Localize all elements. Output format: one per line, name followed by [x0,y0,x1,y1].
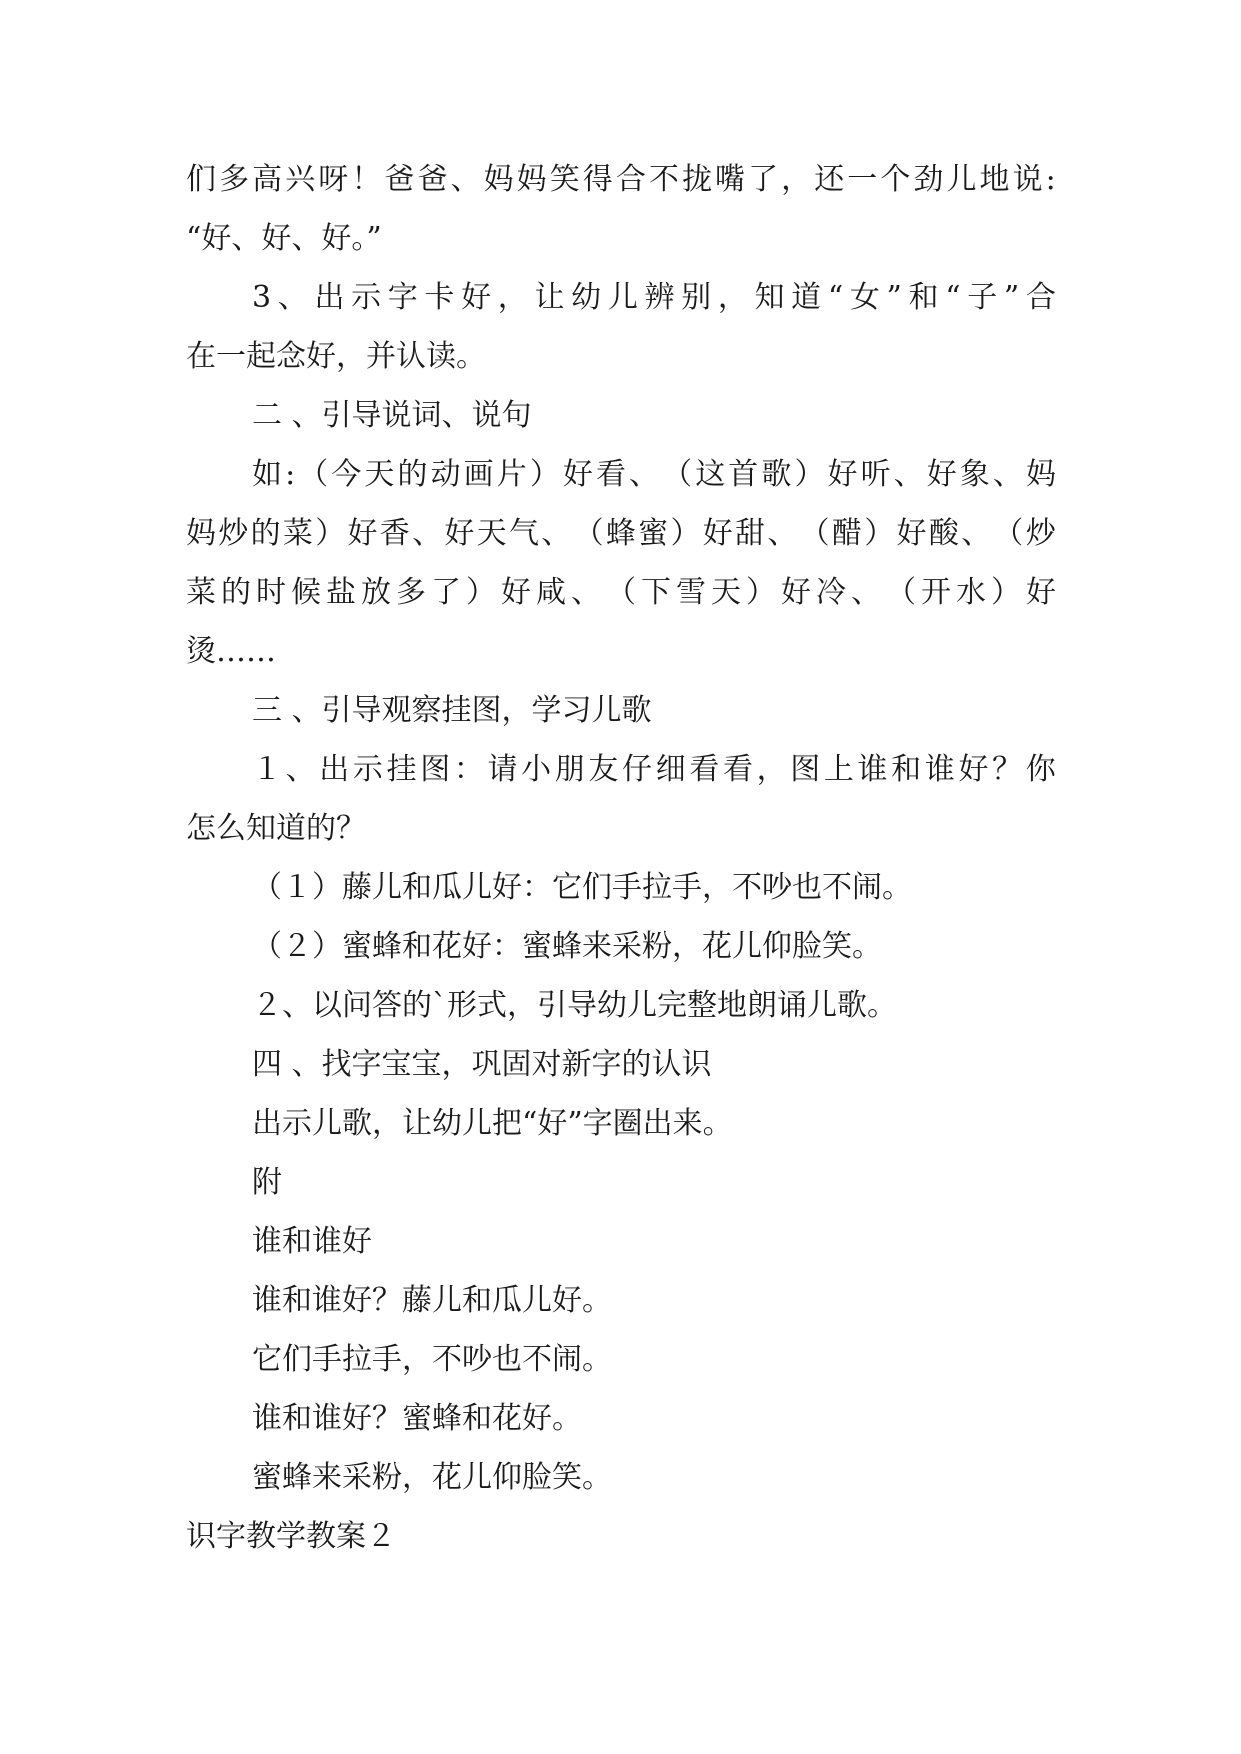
text-char: 首 [728,457,759,492]
text-char: 嘴 [715,162,745,197]
text-char: 爸 [384,162,415,197]
text-char: 高 [252,162,283,197]
text-char: 开 [921,575,951,610]
text-char: 、 [571,575,601,610]
text-char: 示 [351,280,382,315]
text-char: 笑 [549,162,580,197]
text-line-6 [252,455,1056,495]
text-char: 妈 [1025,457,1056,492]
text-char: 象 [959,457,990,492]
text-char: １ [252,752,282,787]
text-char: 图 [420,752,451,787]
text-char: （ [993,516,1024,551]
text-char: 酸 [928,516,959,551]
text-char: 妈 [516,162,547,197]
text-char: 了 [748,162,779,197]
text-char: 让 [534,280,565,315]
text-char: 知 [754,280,785,315]
text-char: 好 [1026,575,1056,610]
text-char: 女 [849,280,880,315]
text-char: 盐 [326,575,356,610]
text-char: 甜 [735,516,766,551]
text-char: （ [606,575,636,610]
text-char: 了 [431,575,461,610]
text-char: 友 [588,752,619,787]
text-char: 卡 [424,280,455,315]
section-heading-4: 四 、找字宝宝，巩固对新字的认识 [252,1047,712,1082]
text-char: ： [453,752,484,787]
text-line-7 [186,514,1056,554]
text-char: 子 [967,280,998,315]
text-char: 好 [461,280,492,315]
text-line-4: 在一起念好，并认读。 [186,339,486,374]
text-char: ， [717,280,748,315]
text-char: 小 [521,752,552,787]
text-char: 气 [508,516,539,551]
text-char: 今 [331,457,362,492]
text-char: 好 [702,516,733,551]
poem-line-4: 蜜蜂来采粉，花儿仰脸笑。 [252,1460,612,1495]
text-char: 劲 [913,162,944,197]
text-char: 下 [641,575,671,610]
text-line-11 [252,750,1056,790]
text-char: ！ [351,162,382,197]
text-char: ， [756,752,787,787]
text-line-8 [186,573,1056,613]
text-char: 香 [379,516,410,551]
text-line-3 [252,278,1056,318]
text-char: “ [945,280,961,315]
text-char: 个 [880,162,911,197]
text-char: ） [991,575,1021,610]
text-char: ” [1003,280,1020,315]
text-char: 天 [364,457,395,492]
text-char: 挂 [386,752,417,787]
text-char: 、 [285,752,316,787]
text-char: 炒 [1025,516,1056,551]
text-char: ） [529,457,560,492]
text-char: 蜂 [605,516,636,551]
text-char: 儿 [946,162,977,197]
text-char: 看 [595,457,626,492]
text-line-15: ２、以问答的`形式，引导幼儿完整地朗诵儿歌。 [252,988,897,1023]
text-char: 得 [582,162,613,197]
text-char: 不 [648,162,679,197]
text-char: （ [573,516,604,551]
appendix-label: 附 [252,1165,282,1200]
text-line-13: （１）藤儿和瓜儿好：它们手拉手，不吵也不闹。 [252,870,912,905]
text-char: 们 [186,162,216,197]
text-char: 如 [252,457,282,492]
text-char: 咸 [536,575,566,610]
text-char: 候 [291,575,321,610]
text-char: 画 [463,457,494,492]
text-char: 的 [250,516,281,551]
text-char: 、 [541,516,572,551]
text-char: 妈 [483,162,514,197]
text-char: 拢 [681,162,712,197]
text-char: 仔 [622,752,653,787]
text-char: 、 [893,457,924,492]
section-title-lesson-2: 识字教学教案２ [186,1519,396,1554]
text-char: 和 [908,280,939,315]
text-char: 片 [496,457,527,492]
text-char: 好 [562,457,593,492]
text-char: 动 [430,457,461,492]
text-char: 多 [219,162,250,197]
text-char: 细 [655,752,686,787]
text-char: 看 [689,752,720,787]
text-char: ） [794,457,825,492]
text-char: 出 [319,752,350,787]
section-heading-2: 二 、引导说词、说句 [252,398,532,433]
text-char: 说 [1012,162,1043,197]
text-char: 示 [352,752,383,787]
poem-line-2: 它们手拉手，不吵也不闹。 [252,1342,612,1377]
text-char: ） [315,516,346,551]
text-char: 蜜 [638,516,669,551]
text-char: 、 [767,516,798,551]
text-char: 多 [396,575,426,610]
text-char: 炒 [218,516,249,551]
text-char: 放 [361,575,391,610]
text-char: 好 [896,516,927,551]
text-char: 好 [347,516,378,551]
text-char: 天 [476,516,507,551]
text-line-14: （２）蜜蜂和花好：蜜蜂来采粉，花儿仰脸笑。 [252,929,882,964]
text-char: 地 [979,162,1010,197]
text-char: 歌 [761,457,792,492]
text-char: 3 [252,280,272,315]
text-char: ” [886,280,902,315]
text-char: ， [497,280,528,315]
text-char: 爸 [417,162,448,197]
text-char: 谁 [924,752,955,787]
text-char: 出 [314,280,345,315]
text-line-2: “好、好、好。” [186,221,382,256]
text-char: 好 [501,575,531,610]
text-char: 和 [891,752,922,787]
text-char: ， [781,162,812,197]
text-char: ） [670,516,701,551]
text-char: （ [662,457,693,492]
text-char: 菜 [186,575,216,610]
text-char: 好 [827,457,858,492]
text-char: 醋 [831,516,862,551]
text-char: 兴 [285,162,316,197]
text-line-17: 出示儿歌，让幼儿把“好”字圈出来。 [252,1106,733,1141]
text-char: 呀 [318,162,349,197]
text-char: 谁 [857,752,888,787]
text-char: 辨 [644,280,675,315]
text-char: 的 [221,575,251,610]
text-char: （ [298,457,329,492]
text-char: 朋 [554,752,585,787]
text-line-9: 烫…… [186,634,276,669]
poem-line-1: 谁和谁好？藤儿和瓜儿好。 [252,1283,612,1318]
poem-title: 谁和谁好 [252,1224,372,1259]
text-char: 还 [814,162,845,197]
text-char: : [1045,162,1056,197]
text-char: 雪 [676,575,706,610]
text-char: 的 [397,457,428,492]
text-char: 一 [847,162,878,197]
text-char: ？ [992,752,1023,787]
text-char: （ [799,516,830,551]
text-char: 菜 [282,516,313,551]
text-char: 字 [387,280,418,315]
text-line-1 [186,160,1056,200]
section-heading-3: 三 、引导观察挂图，学习儿歌 [252,693,652,728]
text-char: 别 [681,280,712,315]
text-line-12: 怎么知道的？ [186,811,366,846]
text-char: 儿 [607,280,638,315]
text-char: 听 [860,457,891,492]
text-char: 水 [956,575,986,610]
text-char: ） [746,575,776,610]
text-char: 图 [790,752,821,787]
text-char: 好 [781,575,811,610]
text-char: 天 [711,575,741,610]
text-char: 、 [277,280,308,315]
text-char: 道 [791,280,822,315]
text-char: （ [886,575,916,610]
text-char: 、 [992,457,1023,492]
text-char: 、 [961,516,992,551]
text-char: 幼 [571,280,602,315]
text-char: 时 [256,575,286,610]
text-char: 上 [823,752,854,787]
text-char: 、 [629,457,660,492]
poem-line-3: 谁和谁好？蜜蜂和花好。 [252,1401,582,1436]
text-char: : [285,457,296,492]
text-char: 这 [695,457,726,492]
text-char: 合 [1025,280,1056,315]
text-char: 、 [412,516,443,551]
text-char: 、 [450,162,481,197]
text-char: ） [466,575,496,610]
text-char: 请 [487,752,518,787]
text-char: 妈 [186,516,216,551]
text-char: 、 [851,575,881,610]
text-char: 看 [722,752,753,787]
text-char: “ [827,280,844,315]
text-char: 冷 [816,575,846,610]
text-char: 合 [615,162,646,197]
text-char: 你 [1025,752,1056,787]
text-char: ） [864,516,895,551]
text-char: 好 [444,516,475,551]
text-char: 好 [958,752,989,787]
text-char: 好 [926,457,957,492]
